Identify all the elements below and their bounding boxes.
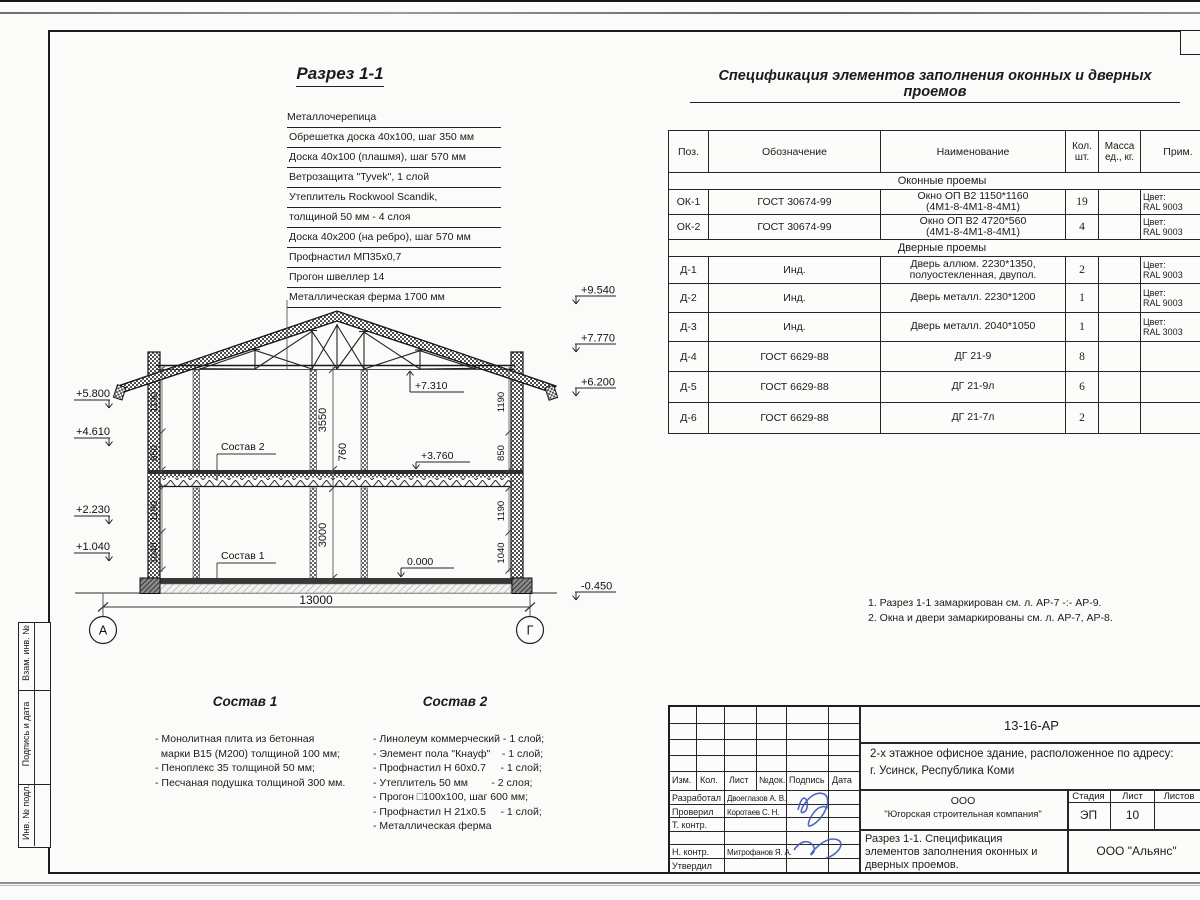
tb-col-izm: Изм. bbox=[672, 775, 692, 785]
col-header-note: Прим. bbox=[1141, 131, 1200, 173]
elevation-label: -0.450 bbox=[581, 580, 613, 593]
tb-sheet-title-line1: Разрез 1-1. Спецификация bbox=[865, 833, 1003, 845]
table-row: ОК-2 ГОСТ 30674-99 Окно ОП В2 4720*560 (4М1-8-4М1-8-4М1) 4 Цвет: RAL 9003 bbox=[669, 215, 1200, 240]
sostav2-title: Состав 2 bbox=[422, 694, 488, 709]
col-header-mass: Масса ед., кг. bbox=[1099, 131, 1141, 173]
sostav-item: - Профнастил Н 60х0.7 - 1 слой; bbox=[373, 762, 542, 774]
second-floor-slab bbox=[148, 470, 523, 487]
roof-layer-top: Металлочерепица bbox=[287, 111, 377, 123]
chain-label: 1190 bbox=[496, 391, 507, 413]
chain-label: 1190 bbox=[149, 391, 160, 413]
chain-label: 1040 bbox=[496, 542, 507, 564]
elevation-label: +9.540 bbox=[581, 284, 615, 297]
col-header-qty: Кол. шт. bbox=[1066, 131, 1099, 173]
sidebar-divider bbox=[34, 622, 35, 690]
tb-sheet-title-line3: дверных проемов. bbox=[865, 859, 959, 871]
sostav-item: - Профнастил Н 21х0.5 - 1 слой; bbox=[373, 805, 542, 818]
elevation-marks-left bbox=[74, 400, 113, 561]
chain-label: 1190 bbox=[496, 500, 507, 522]
roof-layer-item: Металлическая ферма 1700 мм bbox=[287, 288, 501, 308]
tb-project-line1: 2-х этажное офисное здание, расположенное по адресу: bbox=[870, 748, 1174, 760]
chain-label: 850 bbox=[149, 445, 160, 461]
table-row: Д-2 Инд. Дверь металл. 2230*1200 1 Цвет: RAL 9003 bbox=[669, 284, 1200, 313]
axis-label-g: Г bbox=[526, 623, 534, 638]
table-row: Д-1 Инд. Дверь аллюм. 2230*1350, полуостекленная, двупол. 2 Цвет: RAL 9003 bbox=[669, 257, 1200, 284]
spec-table-title: Спецификация элементов заполнения оконных и дверных проемов bbox=[690, 68, 1180, 103]
sostav-item: - Песчаная подушка толщиной 300 мм. bbox=[155, 776, 346, 789]
col-header-desig: Обозначение bbox=[709, 131, 881, 173]
sostav-item: - Металлическая ферма bbox=[373, 820, 492, 832]
axis-label-a: А bbox=[98, 623, 108, 638]
tb-doc-number: 13-16-АР bbox=[1004, 718, 1059, 733]
note-line: 2. Окна и двери замаркированы см. л. АР-7, АР-8. bbox=[868, 612, 1113, 624]
tb-list-value: 10 bbox=[1125, 808, 1140, 822]
tb-name-proveril: Коротаев С. Н. bbox=[727, 808, 780, 817]
tb-stadia-value: ЭП bbox=[1079, 808, 1098, 822]
table-row: Д-5 ГОСТ 6629-88 ДГ 21-9л 6 bbox=[669, 372, 1200, 403]
tb-col-list: Лист bbox=[729, 775, 749, 785]
roof-fascia-right bbox=[545, 385, 558, 400]
roof-layer-item: Прогон швеллер 14 bbox=[287, 268, 501, 288]
building-section-drawing bbox=[60, 280, 660, 660]
sostav1-list bbox=[155, 732, 345, 790]
section-view-title: Разрез 1-1 bbox=[250, 64, 430, 87]
col-header-name: Наименование bbox=[881, 131, 1066, 173]
elevation-label: +1.040 bbox=[76, 541, 110, 553]
tb-col-ndok: №док. bbox=[759, 775, 786, 785]
first-floor-slab bbox=[140, 578, 532, 594]
signature-stroke bbox=[794, 839, 841, 858]
dim-h1-label: 3000 bbox=[317, 522, 329, 548]
tb-company-line1: ООО bbox=[950, 795, 976, 807]
scan-edge-bottom-gray bbox=[0, 885, 1200, 886]
elevation-label: +6.200 bbox=[581, 376, 615, 389]
roof-layer-item: Обрешетка доска 40х100, шаг 350 мм bbox=[287, 128, 501, 148]
sostav-item: - Утеплитель 50 мм - 2 слоя; bbox=[373, 776, 533, 789]
table-row: ОК-1 ГОСТ 30674-99 Окно ОП В2 1150*1160 (4М1-8-4М1-8-4М1) 19 Цвет: RAL 9003 bbox=[669, 190, 1200, 215]
sheet-notes bbox=[868, 596, 1113, 626]
sostav2-list bbox=[373, 732, 544, 834]
signature-stroke bbox=[798, 793, 828, 826]
sostav-item: - Элемент пола "Кнауф" - 1 слой; bbox=[373, 747, 544, 760]
tb-list-label: Лист bbox=[1122, 791, 1143, 802]
roof-layer-item: Ветрозащита "Tyvek", 1 слой bbox=[287, 168, 501, 188]
tb-col-podpis: Подпись bbox=[789, 775, 825, 785]
tb-role-tkontr: Т. контр. bbox=[672, 820, 708, 830]
sidebar-divider bbox=[34, 690, 35, 784]
chain-label: 1040 bbox=[149, 542, 160, 564]
tb-role-utverdil: Утвердил bbox=[672, 861, 712, 871]
sostav-item: марки В15 (М200) толщиной 100 мм; bbox=[155, 747, 341, 760]
sostav-item: - Монолитная плита из бетонная bbox=[155, 733, 315, 745]
right-wall bbox=[511, 352, 523, 578]
dim-width-label: 13000 bbox=[299, 593, 333, 607]
sidebar-label-vzam: Взам. инв. № bbox=[21, 625, 31, 681]
elevation-label: +7.310 bbox=[415, 380, 448, 392]
roof-layer-item: Доска 40х100 (плашмя), шаг 570 мм bbox=[287, 148, 501, 168]
tb-contractor: ООО "Альянс" bbox=[1096, 844, 1177, 858]
group-doors: Дверные проемы bbox=[669, 240, 1200, 257]
scan-edge-top-gray bbox=[0, 12, 1200, 14]
tb-role-proveril: Проверил bbox=[672, 807, 714, 817]
sostav1-label: Состав 1 bbox=[221, 550, 265, 562]
table-row: Д-6 ГОСТ 6629-88 ДГ 21-7л 2 bbox=[669, 403, 1200, 434]
tb-role-nkontr: Н. контр. bbox=[672, 847, 710, 857]
spec-table bbox=[668, 130, 1200, 434]
sostav2-label: Состав 2 bbox=[221, 441, 265, 453]
tb-project-line2: г. Усинск, Республика Коми bbox=[870, 765, 1015, 777]
tb-sheet-title-line2: элементов заполнения оконных и bbox=[865, 846, 1038, 858]
sidebar-label-inv: Инв. № подл. bbox=[21, 783, 31, 841]
frame-corner-box bbox=[1180, 30, 1200, 55]
title-block bbox=[668, 705, 1200, 874]
roof-layers-callout bbox=[287, 108, 501, 308]
elevation-label: +2.230 bbox=[76, 504, 110, 516]
elevation-label: +3.760 bbox=[421, 450, 454, 462]
roof-layer-item: толщиной 50 мм - 4 слоя bbox=[287, 208, 501, 228]
scan-edge-bottom bbox=[0, 882, 1200, 884]
sostav-item: - Линолеум коммерческий - 1 слой; bbox=[373, 733, 545, 745]
elevation-label: +4.610 bbox=[76, 426, 110, 438]
note-line: 1. Разрез 1-1 замаркирован см. л. АР-7 -:- АР-9. bbox=[868, 597, 1102, 609]
dim-floor-label: 760 bbox=[337, 442, 349, 462]
sostav-item: - Пеноплекс 35 толщиной 50 мм; bbox=[155, 762, 315, 774]
tb-name-razrabotal: Двоеглазов А. В. bbox=[727, 794, 786, 803]
tb-listov-label: Листов bbox=[1163, 791, 1195, 802]
roof-layer-item: Доска 40х200 (на ребро), шаг 570 мм bbox=[287, 228, 501, 248]
sostav1-title: Состав 1 bbox=[212, 694, 278, 709]
tb-company-line2: "Югорская строительная компания" bbox=[884, 809, 1042, 820]
tb-stadia-label: Стадия bbox=[1072, 791, 1105, 802]
roof-fascia-left bbox=[113, 385, 126, 400]
roof-layer-item: Профнастил МП35х0,7 bbox=[287, 248, 501, 268]
group-windows: Оконные проемы bbox=[669, 173, 1200, 190]
elevation-label: +5.800 bbox=[76, 388, 110, 400]
sostav-item: - Прогон □100х100, шаг 600 мм; bbox=[373, 791, 529, 803]
roof-layer-item: Утеплитель Rockwool Scandik, bbox=[287, 188, 501, 208]
tb-col-data: Дата bbox=[832, 775, 852, 785]
tb-role-razrabotal: Разработал bbox=[672, 793, 721, 803]
sidebar-divider bbox=[34, 784, 35, 846]
elevation-label: +7.770 bbox=[581, 332, 615, 345]
scan-edge-top bbox=[0, 0, 1200, 2]
signatures bbox=[780, 770, 910, 870]
tb-name-nkontr: Митрофанов Я. А. bbox=[727, 848, 792, 857]
chain-label: 1190 bbox=[149, 500, 160, 522]
table-row: Д-4 ГОСТ 6629-88 ДГ 21-9 8 bbox=[669, 342, 1200, 372]
chain-label: 850 bbox=[496, 445, 507, 461]
elevation-label: 0.000 bbox=[407, 556, 434, 568]
tb-col-kol: Кол. bbox=[700, 775, 718, 785]
dim-h2-label: 3550 bbox=[317, 407, 329, 433]
sidebar-label-podpis: Подпись и дата bbox=[21, 701, 31, 767]
col-header-pos: Поз. bbox=[669, 131, 709, 173]
table-row: Д-3 Инд. Дверь металл. 2040*1050 1 Цвет: RAL 3003 bbox=[669, 313, 1200, 342]
